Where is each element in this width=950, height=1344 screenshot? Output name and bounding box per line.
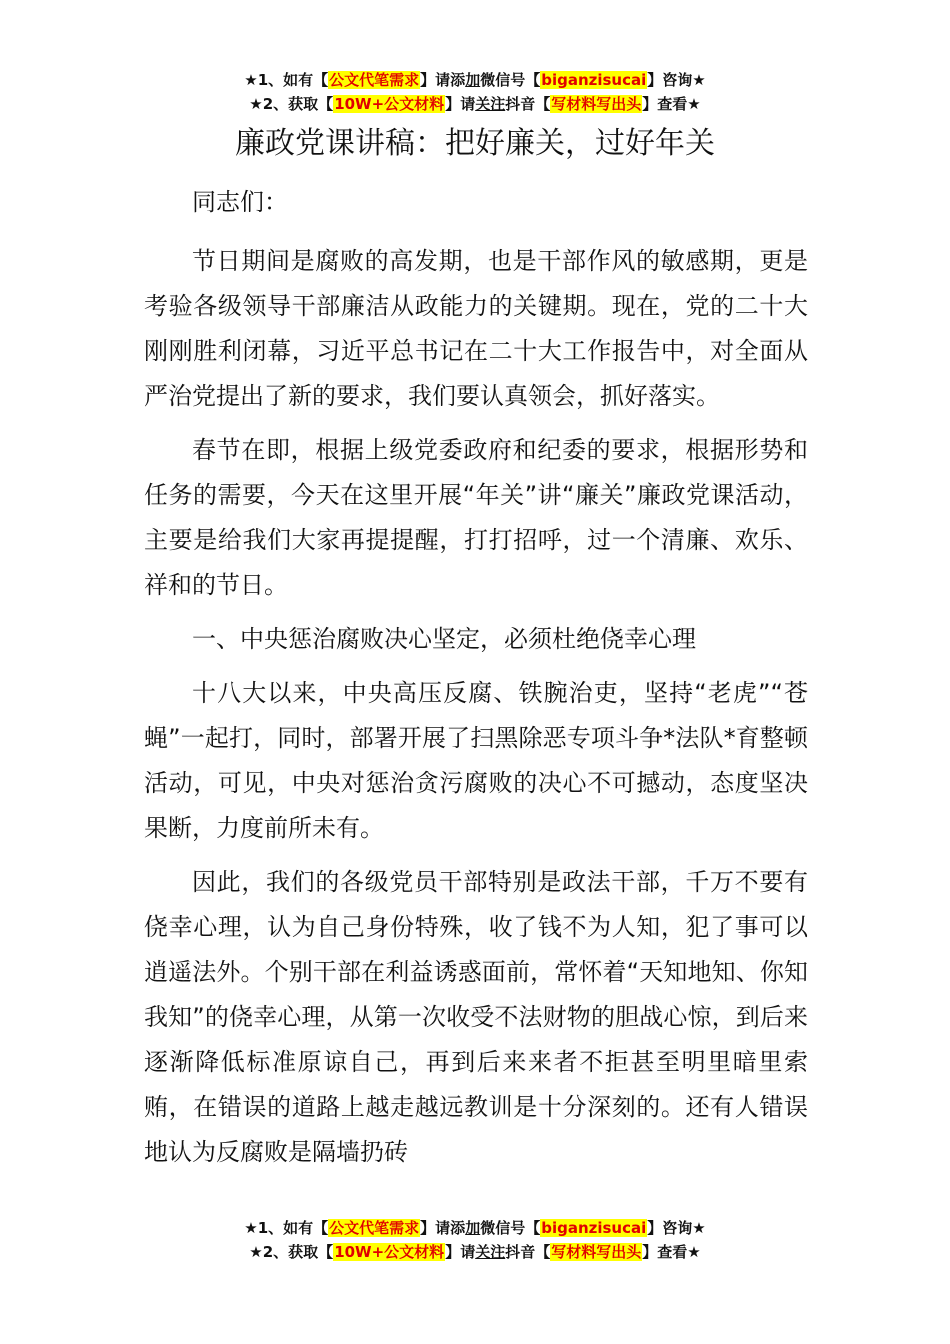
section-heading: 一、中央惩治腐败决心坚定，必须杜绝侥幸心理: [192, 625, 696, 653]
top-banner: [0, 68, 950, 116]
salutation: 同志们：: [192, 188, 288, 216]
paragraph: 节日期间是腐败的高发期，也是干部作风的敏感期，更是考验各级领导干部廉洁从政能力的关键期。现在，党的二十大刚刚胜利闭幕，习近平总书记在二十大工作报告中，对全面从严治党提出了新的要求，我们要认真领会，抓好落实。: [144, 247, 808, 410]
document-body: [144, 180, 808, 1184]
banner-line-2: ★2、获取【10W+公文材料】请关注抖音【写材料写出头】查看★: [249, 95, 701, 113]
banner-highlight: 写材料写出头: [551, 1243, 642, 1261]
banner-line-2: ★2、获取【10W+公文材料】请关注抖音【写材料写出头】查看★: [249, 1243, 701, 1261]
banner-line-1: ★1、如有【公文代笔需求】请添加微信号【biganzisucai】咨询★: [244, 1219, 706, 1237]
banner-highlight: 10W+公文材料: [334, 1243, 445, 1261]
paragraph: 春节在即，根据上级党委政府和纪委的要求，根据形势和任务的需要，今天在这里开展“年关”讲“廉关”廉政党课活动，主要是给我们大家再提提醒，打打招呼，过一个清廉、欢乐、祥和的节日。: [144, 436, 808, 599]
banner-highlight: biganzisucai: [541, 71, 647, 89]
banner-highlight: 写材料写出头: [551, 95, 642, 113]
bottom-banner: [0, 1216, 950, 1264]
banner-highlight: biganzisucai: [541, 1219, 647, 1237]
paragraph: 十八大以来，中央高压反腐、铁腕治吏，坚持“老虎”“苍蝇”一起打，同时，部署开展了扫黑除恶专项斗争*法队*育整顿活动，可见，中央对惩治贪污腐败的决心不可撼动，态度坚决果断，力度前所未有。: [144, 679, 808, 842]
banner-highlight: 10W+公文材料: [334, 95, 445, 113]
banner-line-1: ★1、如有【公文代笔需求】请添加微信号【biganzisucai】咨询★: [244, 71, 706, 89]
banner-highlight: 公文代笔需求: [329, 71, 420, 89]
document-title: 廉政党课讲稿：把好廉关，过好年关: [235, 126, 715, 161]
paragraph: 因此，我们的各级党员干部特别是政法干部，千万不要有侥幸心理，认为自己身份特殊，收了钱不为人知，犯了事可以逍遥法外。个别干部在利益诱惑面前，常怀着“天知地知、你知我知”的侥幸心理，从第一次收受不法财物的胆战心惊，到后来逐渐降低标准原谅自己，再到后来来者不拒甚至明里暗里索贿，在错误的道路上越走越远教训是十分深刻的。还有人错误地认为反腐败是隔墙扔砖: [144, 868, 808, 1166]
banner-highlight: 公文代笔需求: [329, 1219, 420, 1237]
